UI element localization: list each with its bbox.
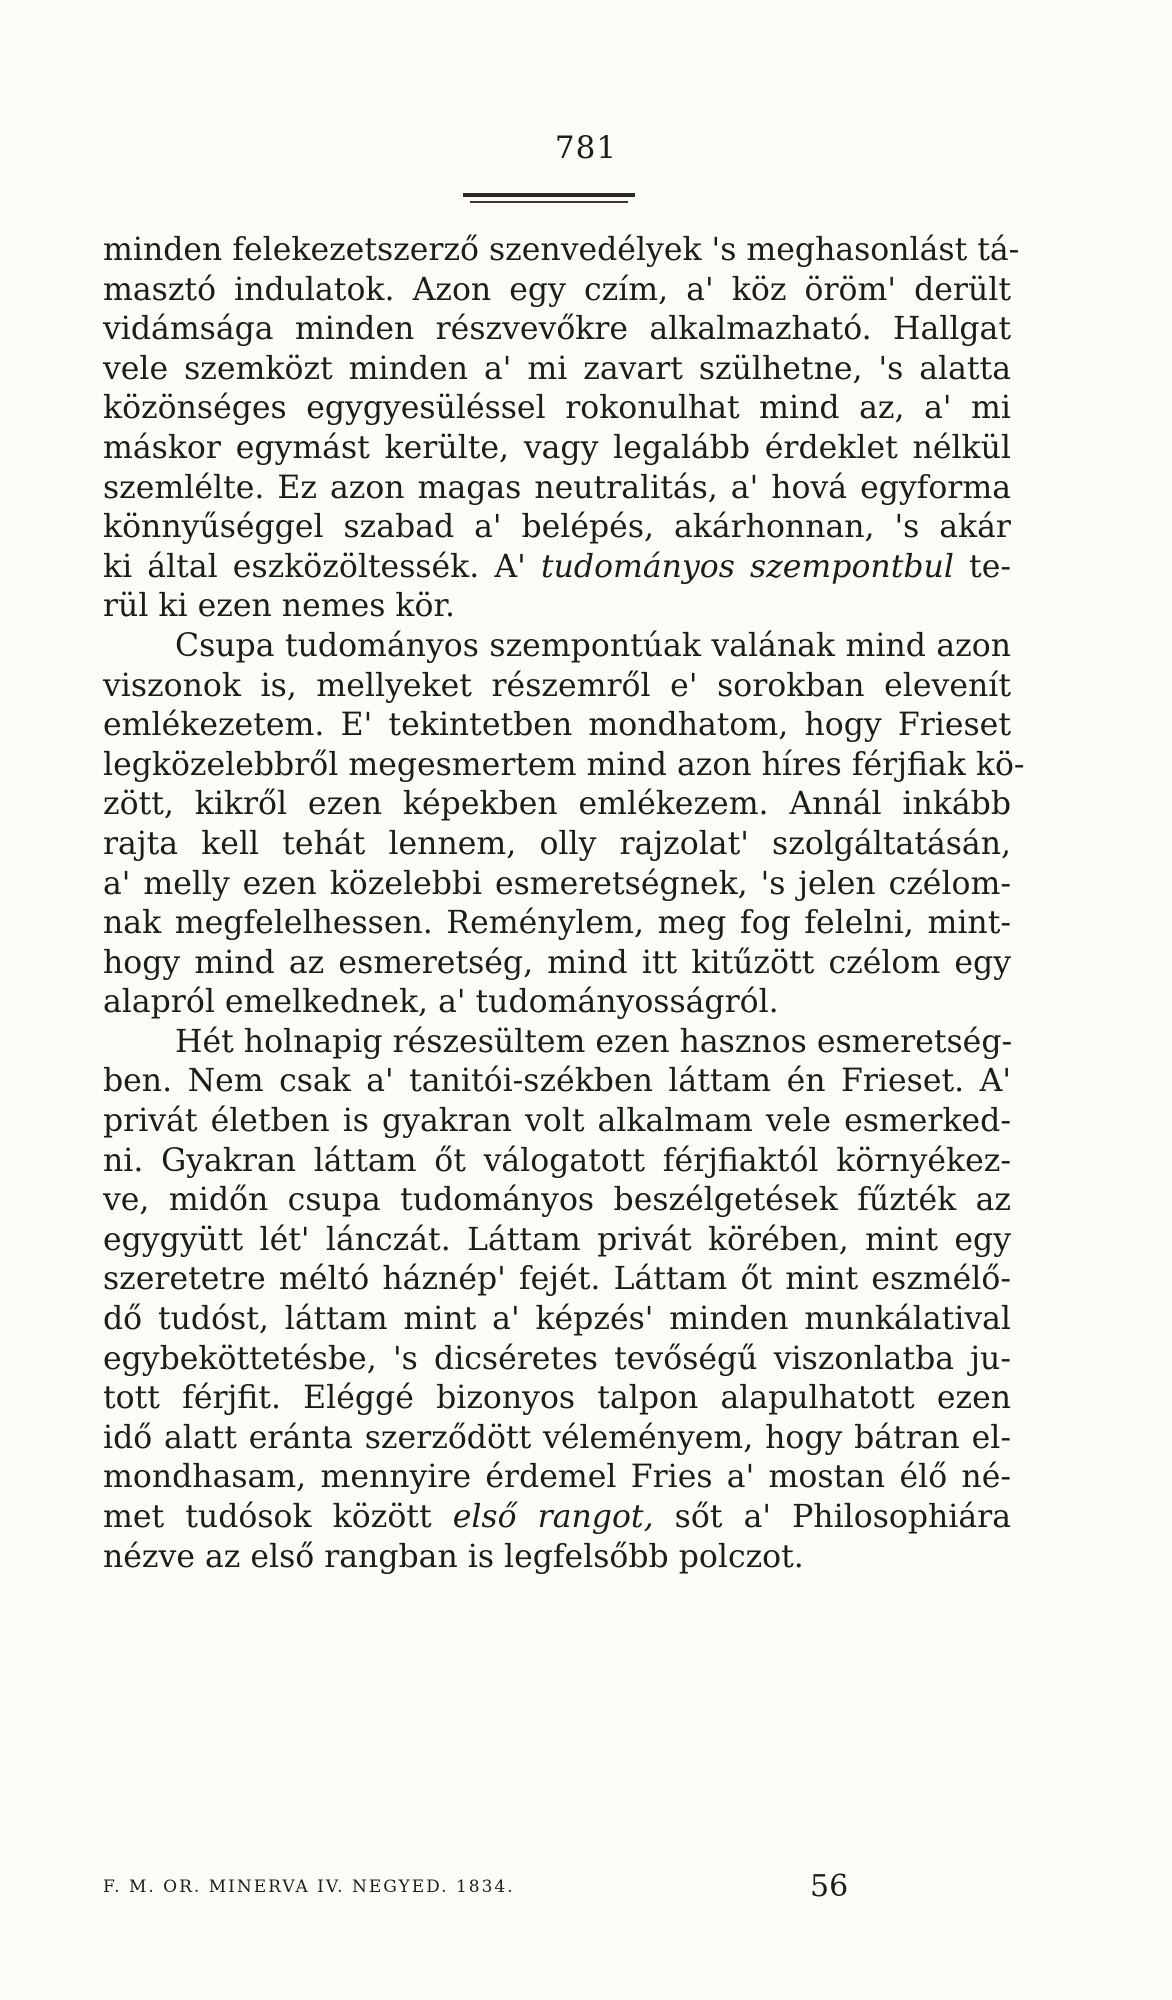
text-line: tott férjfit. Eléggé bizonyos talpon alapulhatott ezen [103, 1380, 1011, 1417]
text-line: masztó indulatok. Azon egy czím, a' köz öröm' derült [103, 271, 1011, 308]
text-line: emlékezetem. E' tekintetben mondhatom, hogy Frieset [103, 707, 1011, 744]
text-line: legközelebbről megesmertem mind azon híres férjfiak kö- [103, 746, 1025, 783]
header-rule-thin [470, 201, 628, 203]
text-line: ben. Nem csak a' tanitói-székben láttam én Frieset. A' [103, 1063, 1011, 1100]
text-line: viszonok is, mellyeket részemről e' sorokban elevenít [103, 667, 1011, 704]
text-line: rajta kell tehát lennem, olly rajzolat' szolgáltatásán, [103, 825, 1011, 862]
text-line: nak megfelelhessen. Reménylem, meg fog felelni, mint- [103, 905, 1011, 942]
text-line: vele szemközt minden a' mi zavart szülhetne, 's alatta [103, 350, 1011, 387]
text-line: met tudósok között első rangot, sőt a' Philosophiára [103, 1499, 1011, 1535]
text-line: minden felekezetszerző szenvedélyek 's meghasonlást tá- [103, 232, 1020, 268]
body-text [103, 231, 1025, 1577]
paragraph-block [103, 231, 1025, 1577]
text-line: alapról emelkednek, a' tudományosságról. [103, 984, 779, 1021]
page-number: 781 [554, 130, 618, 166]
text-line: hogy mind az esmeretség, mind itt kitűzött czélom egy [103, 944, 1011, 981]
text-line: dő tudóst, láttam mint a' képzés' minden munkálatival [103, 1301, 1011, 1338]
text-line: zött, kikről ezen képekben emlékezem. Annál inkább [103, 786, 1011, 823]
header-rule [463, 193, 635, 197]
text-line: a' melly ezen közelebbi esmeretségnek, 's jelen czélom- [103, 865, 1011, 902]
printer-signature: F. M. OR. MINERVA IV. NEGYED. 1834. [103, 1877, 515, 1897]
text-line: vidámsága minden részvevőkre alkalmazható. Hallgat [103, 311, 1011, 348]
text-line: ni. Gyakran láttam őt válogatott férjfiaktól környékez- [103, 1142, 1011, 1179]
text-line: egybeköttetésbe, 's dicséretes tevőségű viszonlatba ju- [103, 1340, 1011, 1377]
text-line: szemlélte. Ez azon magas neutralitás, a' hová egyforma [103, 469, 1011, 506]
text-line: máskor egymást kerülte, vagy legalább érdeklet nélkül [103, 429, 1011, 466]
text-line: közönséges egygyesüléssel rokonulhat mind az, a' mi [103, 390, 1011, 427]
text-line: privát életben is gyakran volt alkalmam vele esmerked- [103, 1103, 1011, 1140]
sheet-number: 56 [810, 1869, 849, 1904]
text-line: idő alatt eránta szerződött véleményem, hogy bátran el- [103, 1419, 1011, 1456]
text-line: Hét holnapig részesültem ezen hasznos esmeretség- [175, 1023, 1013, 1060]
text-line: ki által eszközöltessék. A' tudományos szempontbul te- [103, 548, 1011, 585]
text-line: mondhasam, mennyire érdemel Fries a' mostan élő né- [103, 1459, 1011, 1496]
text-line: egygyütt lét' lánczát. Láttam privát körében, mint egy [103, 1221, 1011, 1258]
text-line: könnyűséggel szabad a' belépés, akárhonnan, 's akár [103, 509, 1011, 546]
text-line: Csupa tudományos szempontúak valának mind azon [175, 627, 1011, 664]
text-line: ve, midőn csupa tudományos beszélgetések fűzték az [103, 1182, 1011, 1219]
text-line: szeretetre méltó háznép' fejét. Láttam őt mint eszmélő- [103, 1261, 1011, 1298]
text-line: nézve az első rangban is legfelsőbb polczot. [103, 1538, 804, 1575]
text-line: rül ki ezen nemes kör. [103, 588, 456, 625]
